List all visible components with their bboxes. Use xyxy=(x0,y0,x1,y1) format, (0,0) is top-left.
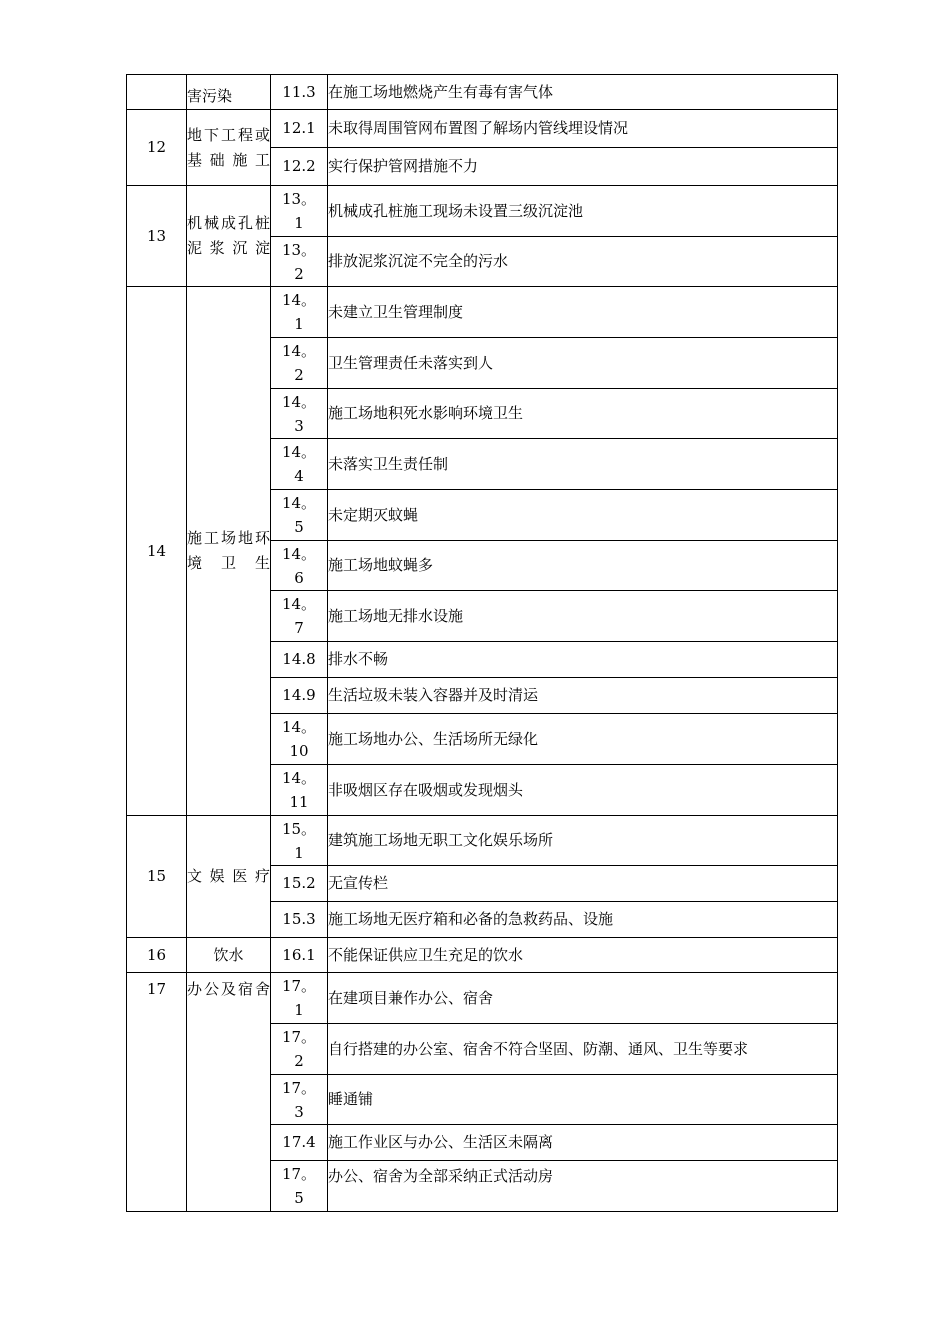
item-code xyxy=(271,439,328,490)
item-number: 15 xyxy=(127,816,187,938)
item-description: 办公、宿舍为全部采纳正式活动房 xyxy=(328,1161,838,1212)
item-code-major: 14。 xyxy=(281,392,317,411)
item-code-major: 14。 xyxy=(281,718,317,736)
item-code: 11.3 xyxy=(271,75,328,110)
item-description: 自行搭建的办公室、宿舍不符合坚固、防潮、通风、卫生等要求 xyxy=(328,1024,838,1075)
item-code-major: 14。 xyxy=(281,291,317,309)
item-description: 施工场地蚊蝇多 xyxy=(328,541,838,591)
item-description: 不能保证供应卫生充足的饮水 xyxy=(328,938,838,973)
item-code-major: 14。 xyxy=(281,494,317,512)
item-code: 12.2 xyxy=(271,148,328,186)
item-code-minor: 10 xyxy=(289,742,309,760)
item-number: 14 xyxy=(127,287,187,816)
item-code-major: 14。 xyxy=(281,443,317,461)
item-description: 卫生管理责任未落实到人 xyxy=(328,338,838,389)
item-code-major: 14。 xyxy=(281,595,317,613)
item-code-minor: 5 xyxy=(294,1189,304,1207)
item-code: 15.3 xyxy=(271,902,328,938)
item-description: 机械成孔桩施工现场未设置三级沉淀池 xyxy=(328,186,838,237)
item-code-minor: 1 xyxy=(294,1001,304,1019)
item-code: 15.2 xyxy=(271,866,328,902)
item-code xyxy=(271,490,328,541)
item-code xyxy=(271,816,328,866)
item-code: 14.9 xyxy=(271,678,328,714)
item-code xyxy=(271,287,328,338)
item-code-major: 14。 xyxy=(281,544,317,563)
item-code: 12.1 xyxy=(271,110,328,148)
item-code xyxy=(271,1075,328,1125)
item-code xyxy=(271,973,328,1024)
item-code xyxy=(271,1161,328,1212)
item-code xyxy=(271,186,328,237)
item-description: 未建立卫生管理制度 xyxy=(328,287,838,338)
item-description: 未定期灭蚊蝇 xyxy=(328,490,838,541)
item-category: 饮水 xyxy=(187,938,271,973)
item-number: 13 xyxy=(127,186,187,287)
table-row xyxy=(127,186,838,237)
table-row xyxy=(127,938,838,973)
item-code-minor: 5 xyxy=(294,518,304,536)
item-number: 17 xyxy=(127,973,187,1212)
item-code: 17.4 xyxy=(271,1125,328,1161)
item-number: 12 xyxy=(127,110,187,186)
item-number xyxy=(127,75,187,110)
item-code-minor: 4 xyxy=(294,467,304,485)
item-category: 机械成孔桩泥浆沉淀 xyxy=(187,186,271,287)
item-description: 未取得周围管网布置图了解场内管线埋设情况 xyxy=(328,110,838,148)
item-code xyxy=(271,765,328,816)
item-code xyxy=(271,338,328,389)
item-code xyxy=(271,541,328,591)
item-code-major: 15。 xyxy=(281,819,317,838)
item-description: 排水不畅 xyxy=(328,642,838,678)
item-description: 生活垃圾未装入容器并及时清运 xyxy=(328,678,838,714)
item-description: 施工场地无医疗箱和必备的急救药品、设施 xyxy=(328,902,838,938)
item-code-major: 17。 xyxy=(281,1078,317,1097)
item-code-minor: 2 xyxy=(294,1052,304,1070)
item-code-minor: 1 xyxy=(294,214,304,232)
item-code-minor: 7 xyxy=(294,619,304,637)
item-category: 害污染 xyxy=(187,75,271,110)
item-code: 14.8 xyxy=(271,642,328,678)
item-code: 16.1 xyxy=(271,938,328,973)
item-description: 施工场地积死水影响环境卫生 xyxy=(328,389,838,439)
item-description: 在建项目兼作办公、宿舍 xyxy=(328,973,838,1024)
item-code-major: 14。 xyxy=(281,342,317,360)
item-code-major: 17。 xyxy=(281,1028,317,1046)
item-code xyxy=(271,389,328,439)
table-row xyxy=(127,75,838,110)
item-code xyxy=(271,1024,328,1075)
item-code-minor: 2 xyxy=(294,366,304,384)
item-category: 办公及宿舍 xyxy=(187,973,271,1212)
item-code xyxy=(271,591,328,642)
item-description: 在施工场地燃烧产生有毒有害气体 xyxy=(328,75,838,110)
item-code-major: 13。 xyxy=(281,240,317,259)
item-code-minor: 1 xyxy=(294,315,304,333)
item-category: 地下工程或基础施工 xyxy=(187,110,271,186)
table-row xyxy=(127,110,838,148)
inspection-table xyxy=(126,74,838,1212)
item-description: 施工场地办公、生活场所无绿化 xyxy=(328,714,838,765)
item-code-minor: 3 xyxy=(294,1102,304,1121)
item-category: 施工场地环境卫生 xyxy=(187,287,271,816)
item-description: 实行保护管网措施不力 xyxy=(328,148,838,186)
item-code xyxy=(271,714,328,765)
table-row xyxy=(127,973,838,1024)
item-code xyxy=(271,237,328,287)
item-description: 施工作业区与办公、生活区未隔离 xyxy=(328,1125,838,1161)
item-description: 无宣传栏 xyxy=(328,866,838,902)
item-description: 施工场地无排水设施 xyxy=(328,591,838,642)
item-description: 未落实卫生责任制 xyxy=(328,439,838,490)
item-number: 16 xyxy=(127,938,187,973)
table-row xyxy=(127,816,838,866)
table-row xyxy=(127,287,838,338)
item-code-minor: 6 xyxy=(294,568,304,587)
item-code-major: 13。 xyxy=(281,190,317,208)
item-code-minor: 3 xyxy=(294,416,304,435)
item-description: 非吸烟区存在吸烟或发现烟头 xyxy=(328,765,838,816)
item-code-minor: 11 xyxy=(289,793,309,811)
item-code-minor: 2 xyxy=(294,264,304,283)
item-description: 排放泥浆沉淀不完全的污水 xyxy=(328,237,838,287)
item-code-major: 17。 xyxy=(281,977,317,995)
item-code-major: 14。 xyxy=(281,769,317,787)
item-code-major: 17。 xyxy=(281,1165,317,1183)
item-code-minor: 1 xyxy=(294,843,304,862)
item-description: 睡通铺 xyxy=(328,1075,838,1125)
item-category: 文娱医疗 xyxy=(187,816,271,938)
item-description: 建筑施工场地无职工文化娱乐场所 xyxy=(328,816,838,866)
